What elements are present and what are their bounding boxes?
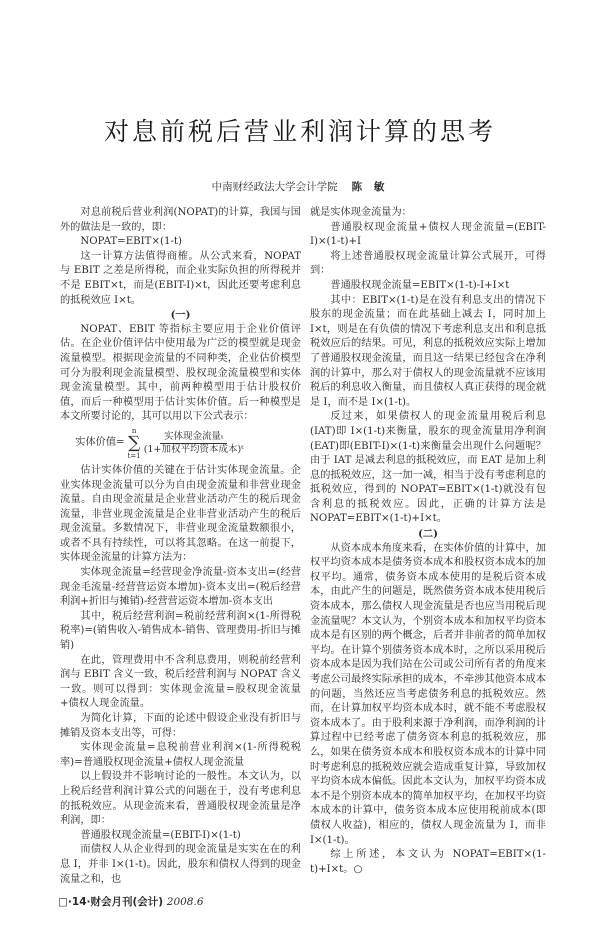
sum-upper: n: [131, 426, 137, 435]
article-title: 对息前税后营业利润计算的思考: [103, 117, 496, 146]
paragraph: 实体现金流量=息税前营业利润×(1-所得税税率)=普通股权现金流量+债权人现金流量: [60, 742, 301, 768]
section-heading: (一): [170, 309, 191, 322]
paragraph: 估计实体价值的关键在于估计实体现金流量。企业实体现金流量可以分为自由现金流量和非营业现金流量。自由现金流量是企业营业活动产生的税后现金流量，非营业现金流量是企业非营业活动产生的税后现金流量。多数情况下，非营业现金流量数额很小，或者不具有持续性，可以将其忽略。在这一前提下，实体现金流量的计算方法为：: [60, 464, 301, 564]
formula: 普通股权现金流量=(EBIT-I)×(1-t): [80, 829, 241, 841]
paragraph: NOPAT、EBIT 等指标主要应用于企业价值评估。在企业价值评估中使用最为广泛的模型就是现金流量模型。根据现金流量的不同种类，企业估价模型可分为股利现金流量模型、股权现金流量模型和实体现金流量模型。其中，前两种模型用于估计股权价值，而后一种模型用于估计实体价值。后一种模型是本文所要讨论的，其可以用以下公式表示：: [60, 323, 301, 423]
paragraph: 其中：EBIT×(1-t)是在没有利息支出的情况下股东的现金流量；而在此基础上减去 I，同时加上 I×t，则是在有负债的情况下考虑利息支出和利息抵税效应后的结果。可见，利息的抵税效应实际上增加了普通股权现金流量，而且这一结果已经包含在净利润的计算中，那么对于债权人的现金流量就不应该用税后的利息收入衡量，而且债权人真正获得的现金就是 I，而不是 I×(1-t)。: [310, 294, 546, 408]
fraction: [144, 431, 244, 456]
paragraph: 普通股权现金流量+债权人现金流量=(EBIT-I)×(1-t)+I: [310, 221, 546, 248]
fraction-denominator: (1+加权平均资本成本)ᵗ: [143, 443, 244, 455]
article-body: [60, 206, 546, 929]
paragraph: 综上所述，本文认为 NOPAT=EBIT×(1-t)+I×t。○: [310, 849, 546, 875]
affiliation: 中南财经政法大学会计学院: [211, 181, 338, 193]
sum-lower: t=1: [127, 451, 141, 460]
paragraph: 这一计算方法值得商榷。从公式来看，NOPAT 与 EBIT 之差是所得税，而企业实际负担的所得税并不是 EBIT×t，而是(EBIT-I)×t，因此还要考虑利息的抵税效应 I×t。: [60, 250, 301, 306]
issue: 2008.6: [166, 896, 204, 909]
paragraph: 从资本成本角度来看，在实体价值的计算中，加权平均资本成本是债务资本成本和股权资本成本的加权平均。通常，债务资本成本使用的是税后资本成本，由此产生的问题是，既然债务资本成本使用税后资本成本，那么债权人现金流量是否也应当用税后现金流量呢？本文认为，个别资本成本和加权平均资本成本是有区别的两个概念，后者并非前者的简单加权平均。在计算个别债务资本成本时，之所以采用税后资本成本是因为我们站在公司或公司所有者的角度来考虑公司最终实际承担的成本，不牵涉其他资本成本的问题，当然还应当考虑债务利息的抵税效应。然而，在计算加权平均资本成本时，就不能不考虑股权资本成本了。由于股利来源于净利润，而净利润的计算过程中已经考虑了债务资本利息的抵税效应，那么，如果在债务资本成本和股权资本成本的计算中同时考虑利息的抵税效应就会造成重复计算，导致加权平均资本成本偏低。因此本文认为，加权平均资本成本不是个别资本成本的简单加权平均，在加权平均资本成本的计算中，债务资本成本应使用税前成本(即债权人收益)，相应的，债权人现金流量为 I，而非 I×(1-t)。: [310, 542, 546, 846]
paragraph: 以上假设并不影响讨论的一般性。本文认为，以上税后经营利润计算公式的问题在于，没有考虑利息的抵税效应。从现金流来看，普通股权现金流量是净利润，即：: [60, 771, 301, 827]
right-column: [310, 206, 546, 877]
paragraph: 反过来，如果债权人的现金流量用税后利息(IAT)即 I×(1-t)来衡量，股东的现金流量用净利润(EAT)即(EBIT-I)×(1-t)来衡量会出现什么问题呢？由于 IAT 是减去利息的抵税效应，而 EAT 是加上利息的抵税效应，这一加一减，相当于没有考虑利息的抵税效应，得到的 NOPAT=EBIT×(1-t)就没有包含利息的抵税效应。因此，正确的计算方法是 NOPAT=EBIT×(1-t)+I×t。: [310, 411, 546, 525]
page-number-journal: □·14·财会月刊(会计): [58, 896, 164, 909]
paragraph: 为简化计算，下面的论述中假设企业没有折旧与摊销及资本支出等，可得：: [60, 713, 301, 739]
page-footer: [58, 895, 546, 909]
paragraph: 对息前税后营业利润(NOPAT)的计算，我国与国外的做法是一致的，即：: [60, 207, 301, 233]
paragraph: 其中，税后经营利润=税前经营利润×(1-所得税税率)=(销售收入-销售成本-销售、管理费用-折旧与摊销): [60, 610, 301, 652]
fraction-numerator: 实体现金流量ₜ: [160, 431, 227, 444]
paragraph: 实体现金流量=经营现金净流量-资本支出=(经营现金毛流量-经营营运资本增加)-资本支出=(税后经营利润+折旧与摊销)-经营营运资本增加-资本支出: [60, 567, 301, 608]
formula: NOPAT=EBIT×(1-t): [80, 236, 182, 248]
left-column: [60, 206, 301, 887]
author-name: 陈 敏: [351, 181, 389, 193]
formula-lhs: 实体价值=: [75, 437, 125, 449]
columns: [60, 206, 546, 887]
sigma-symbol: [128, 427, 141, 460]
paragraph: 将上述普通股权现金流量计算公式展开，可得到：: [310, 250, 546, 277]
sigma-glyph: ∑: [128, 432, 141, 453]
paragraph: 就是实体现金流量为：: [310, 207, 412, 218]
section-heading: (二): [418, 528, 438, 541]
paragraph: 而债权人从企业得到的现金流量是实实在在的利息 I，并非 I×(1-t)。因此，股东和债权人得到的现金流量之和，也: [60, 844, 301, 885]
paragraph: 在此，管理费用中不含利息费用，则税前经营利润与 EBIT 含义一致，税后经营利润与 NOPAT 含义一致。则可以得到：实体现金流量=股权现金流量+债权人现金流量。: [60, 654, 301, 710]
byline: [0, 179, 600, 194]
formula-entity-value: [60, 427, 301, 460]
formula: 普通股权现金流量=EBIT×(1-t)-I+I×t: [330, 279, 510, 291]
